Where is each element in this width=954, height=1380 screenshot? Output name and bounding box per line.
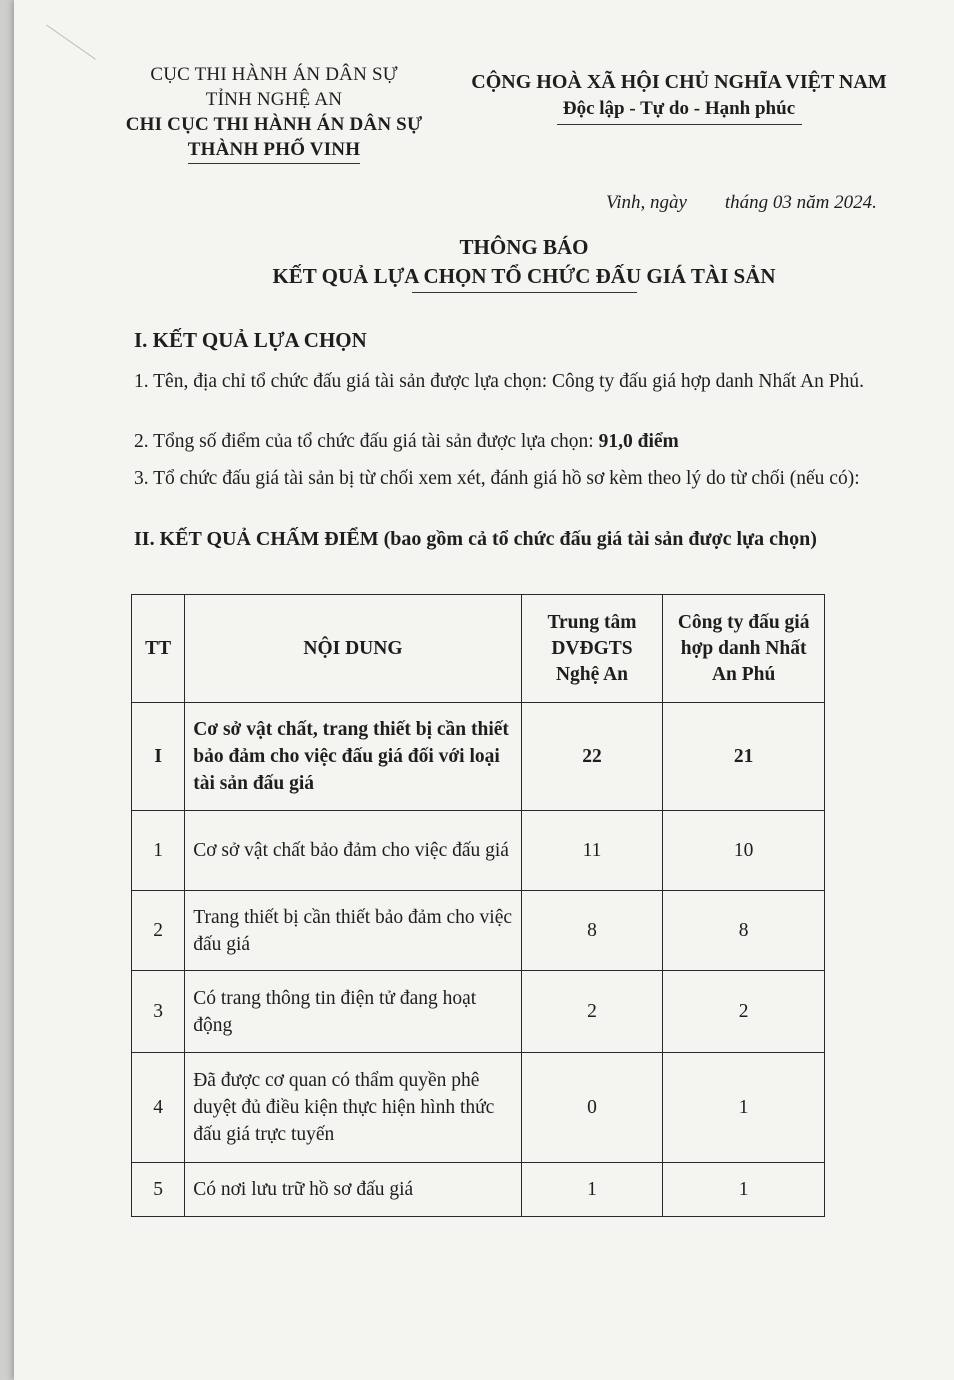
row-tt: 3 xyxy=(132,971,185,1053)
row-tt: 4 xyxy=(132,1053,185,1163)
title-line-2: KẾT QUẢ LỰA CHỌN TỔ CHỨC ĐẤU GIÁ TÀI SẢN xyxy=(272,264,776,288)
table-row xyxy=(132,811,825,891)
row-content: Có trang thông tin điện tử đang hoạt động xyxy=(185,971,521,1053)
page-fold-mark xyxy=(46,0,113,60)
section-1-item-1: 1. Tên, địa chỉ tổ chức đấu giá tài sản được lựa chọn: Công ty đấu giá hợp danh Nhất An Phú. xyxy=(134,371,864,392)
row-score-a: 1 xyxy=(521,1163,663,1217)
table-header-row xyxy=(132,595,825,703)
section-1-item-3: 3. Tổ chức đấu giá tài sản bị từ chối xem xét, đánh giá hồ sơ kèm theo lý do từ chối (nếu có): xyxy=(134,468,860,489)
row-tt: 2 xyxy=(132,891,185,971)
agency-header xyxy=(84,62,464,164)
title-line-1: THÔNG BÁO xyxy=(459,235,589,259)
row-score-b: 1 xyxy=(663,1053,825,1163)
row-score-a: 11 xyxy=(521,811,663,891)
row-tt: I xyxy=(132,703,185,811)
row-score-b: 1 xyxy=(663,1163,825,1217)
row-score-b: 10 xyxy=(663,811,825,891)
title-underline xyxy=(412,292,637,293)
agency-line-4: THÀNH PHỐ VINH xyxy=(188,137,360,164)
national-header xyxy=(454,68,904,125)
row-content: Cơ sở vật chất bảo đảm cho việc đấu giá xyxy=(185,811,521,891)
header-tt: TT xyxy=(132,595,185,703)
row-score-b: 8 xyxy=(663,891,825,971)
row-content: Cơ sở vật chất, trang thiết bị cần thiết bảo đảm cho việc đấu giá đối với loại tài sản đấu giá xyxy=(185,703,521,811)
item-2-label: 2. Tổng số điểm của tổ chức đấu giá tài sản được lựa chọn: xyxy=(134,431,599,452)
country-name: CỘNG HOÀ XÃ HỘI CHỦ NGHĨA VIỆT NAM xyxy=(471,71,887,93)
table-row xyxy=(132,971,825,1053)
agency-line-3: CHI CỤC THI HÀNH ÁN DÂN SỰ xyxy=(125,114,423,135)
document-title xyxy=(134,232,914,293)
row-score-a: 22 xyxy=(521,703,663,811)
document-page xyxy=(14,0,954,1380)
row-score-b: 2 xyxy=(663,971,825,1053)
section-1-item-2 xyxy=(134,430,904,454)
header-content: NỘI DUNG xyxy=(185,595,521,703)
table-row xyxy=(132,1053,825,1163)
dateline: Vinh, ngày tháng 03 năm 2024. xyxy=(606,192,877,213)
header-col-a: Trung tâm DVĐGTS Nghệ An xyxy=(521,595,663,703)
score-table xyxy=(131,594,825,1217)
row-content: Đã được cơ quan có thẩm quyền phê duyệt đủ điều kiện thực hiện hình thức đấu giá trực tuyến xyxy=(185,1053,521,1163)
total-score: 91,0 điểm xyxy=(598,431,679,452)
agency-line-2: TỈNH NGHỆ AN xyxy=(205,89,343,110)
table-row xyxy=(132,703,825,811)
motto-underline xyxy=(557,124,802,125)
table-row xyxy=(132,1163,825,1217)
national-motto: Độc lập - Tự do - Hạnh phúc xyxy=(562,98,796,119)
row-tt: 1 xyxy=(132,811,185,891)
row-content: Trang thiết bị cần thiết bảo đảm cho việc đấu giá xyxy=(185,891,521,971)
section-1-heading: I. KẾT QUẢ LỰA CHỌN xyxy=(134,328,367,352)
header-col-b: Công ty đấu giá hợp danh Nhất An Phú xyxy=(663,595,825,703)
section-2-heading: II. KẾT QUẢ CHẤM ĐIỂM (bao gồm cả tổ chức đấu giá tài sản được lựa chọn) xyxy=(134,528,817,550)
row-score-a: 8 xyxy=(521,891,663,971)
row-score-b: 21 xyxy=(663,703,825,811)
row-content: Có nơi lưu trữ hồ sơ đấu giá xyxy=(185,1163,521,1217)
row-score-a: 0 xyxy=(521,1053,663,1163)
table-row xyxy=(132,891,825,971)
row-score-a: 2 xyxy=(521,971,663,1053)
agency-line-1: CỤC THI HÀNH ÁN DÂN SỰ xyxy=(150,64,398,85)
row-tt: 5 xyxy=(132,1163,185,1217)
